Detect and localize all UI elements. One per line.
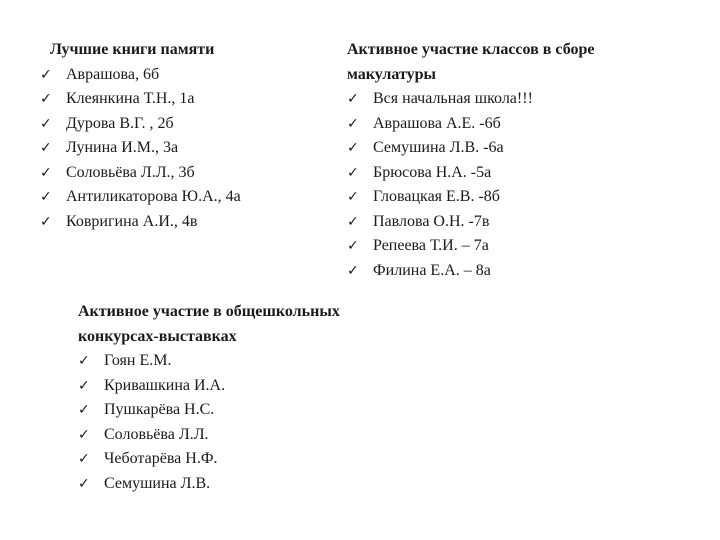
paper-collection-section bbox=[347, 38, 594, 283]
checkmark-icon: ✓ bbox=[347, 91, 359, 107]
checkmark-icon: ✓ bbox=[347, 140, 359, 156]
checkmark-icon: ✓ bbox=[40, 213, 52, 230]
list-item bbox=[78, 398, 340, 423]
contests-section bbox=[78, 300, 340, 496]
list-item-text: Репеева Т.И. – 7а bbox=[373, 237, 489, 254]
checkmark-icon: ✓ bbox=[78, 353, 90, 369]
list-item bbox=[347, 234, 594, 259]
list-item bbox=[78, 472, 340, 497]
list-item-text: Кривашкина И.А. bbox=[104, 376, 226, 394]
checkmark-icon: ✓ bbox=[78, 402, 90, 418]
list-item-text: Гоян Е.М. bbox=[104, 352, 172, 369]
checkmark-icon: ✓ bbox=[347, 213, 359, 230]
list-item-text: Ковригина А.И., 4в bbox=[66, 212, 198, 230]
list-item-text: Дурова В.Г. , 2б bbox=[66, 114, 174, 132]
checkmark-icon: ✓ bbox=[40, 66, 52, 83]
list-item bbox=[347, 87, 594, 112]
list-item-text: Клеянкина Т.Н., 1а bbox=[66, 90, 195, 107]
list-item bbox=[78, 423, 340, 448]
list-item bbox=[40, 87, 241, 112]
checkmark-icon: ✓ bbox=[347, 238, 359, 254]
paper-collection-list bbox=[347, 87, 594, 283]
list-item bbox=[40, 112, 241, 137]
list-item bbox=[40, 136, 241, 161]
checkmark-icon: ✓ bbox=[40, 115, 52, 132]
list-item bbox=[347, 259, 594, 284]
contests-list bbox=[78, 349, 340, 496]
list-item-text: Аврашова А.Е. -6б bbox=[373, 114, 501, 132]
list-item-text: Брюсова Н.А. -5а bbox=[373, 163, 492, 181]
list-item bbox=[40, 63, 241, 88]
list-item-text: Филина Е.А. – 8а bbox=[373, 261, 491, 279]
checkmark-icon: ✓ bbox=[347, 189, 359, 205]
checkmark-icon: ✓ bbox=[40, 91, 52, 107]
paper-collection-heading-line2: макулатуры bbox=[347, 65, 436, 83]
checkmark-icon: ✓ bbox=[78, 451, 90, 467]
checkmark-icon: ✓ bbox=[40, 189, 52, 205]
list-item-text: Антиликаторова Ю.А., 4а bbox=[66, 188, 241, 205]
checkmark-icon: ✓ bbox=[347, 262, 359, 279]
list-item bbox=[347, 136, 594, 161]
checkmark-icon: ✓ bbox=[78, 475, 90, 492]
contests-heading-line2: конкурсах-выставках bbox=[78, 327, 237, 345]
list-item-text: Аврашова, 6б bbox=[66, 65, 160, 83]
contests-heading-line1: Активное участие в общешкольных bbox=[78, 303, 340, 320]
list-item-text: Семушина Л.В. -6а bbox=[373, 139, 504, 156]
list-item-text: Соловьёва Л.Л. bbox=[104, 425, 209, 443]
list-item bbox=[347, 210, 594, 235]
list-item bbox=[78, 349, 340, 374]
checkmark-icon: ✓ bbox=[78, 426, 90, 443]
checkmark-icon: ✓ bbox=[347, 115, 359, 132]
list-item bbox=[78, 447, 340, 472]
list-item bbox=[40, 161, 241, 186]
list-item-text: Соловьёва Л.Л., 3б bbox=[66, 163, 195, 181]
list-item bbox=[40, 210, 241, 235]
list-item-text: Павлова О.Н. -7в bbox=[373, 212, 490, 230]
list-item bbox=[347, 112, 594, 137]
checkmark-icon: ✓ bbox=[40, 140, 52, 156]
list-item-text: Пушкарёва Н.С. bbox=[104, 401, 215, 418]
list-item-text: Вся начальная школа!!! bbox=[373, 90, 533, 107]
checkmark-icon: ✓ bbox=[40, 164, 52, 181]
list-item-text: Семушина Л.В. bbox=[104, 474, 211, 492]
list-item-text: Лунина И.М., 3а bbox=[66, 139, 179, 156]
checkmark-icon: ✓ bbox=[347, 164, 359, 181]
list-item bbox=[347, 161, 594, 186]
best-books-section bbox=[40, 38, 241, 234]
list-item bbox=[40, 185, 241, 210]
best-books-heading: Лучшие книги памяти bbox=[50, 41, 215, 58]
paper-collection-heading-line1: Активное участие классов в сборе bbox=[347, 41, 595, 58]
best-books-list bbox=[40, 63, 241, 235]
list-item-text: Гловацкая Е.В. -8б bbox=[373, 188, 500, 205]
checkmark-icon: ✓ bbox=[78, 377, 90, 394]
list-item bbox=[78, 374, 340, 399]
list-item-text: Чеботарёва Н.Ф. bbox=[104, 450, 218, 467]
list-item bbox=[347, 185, 594, 210]
